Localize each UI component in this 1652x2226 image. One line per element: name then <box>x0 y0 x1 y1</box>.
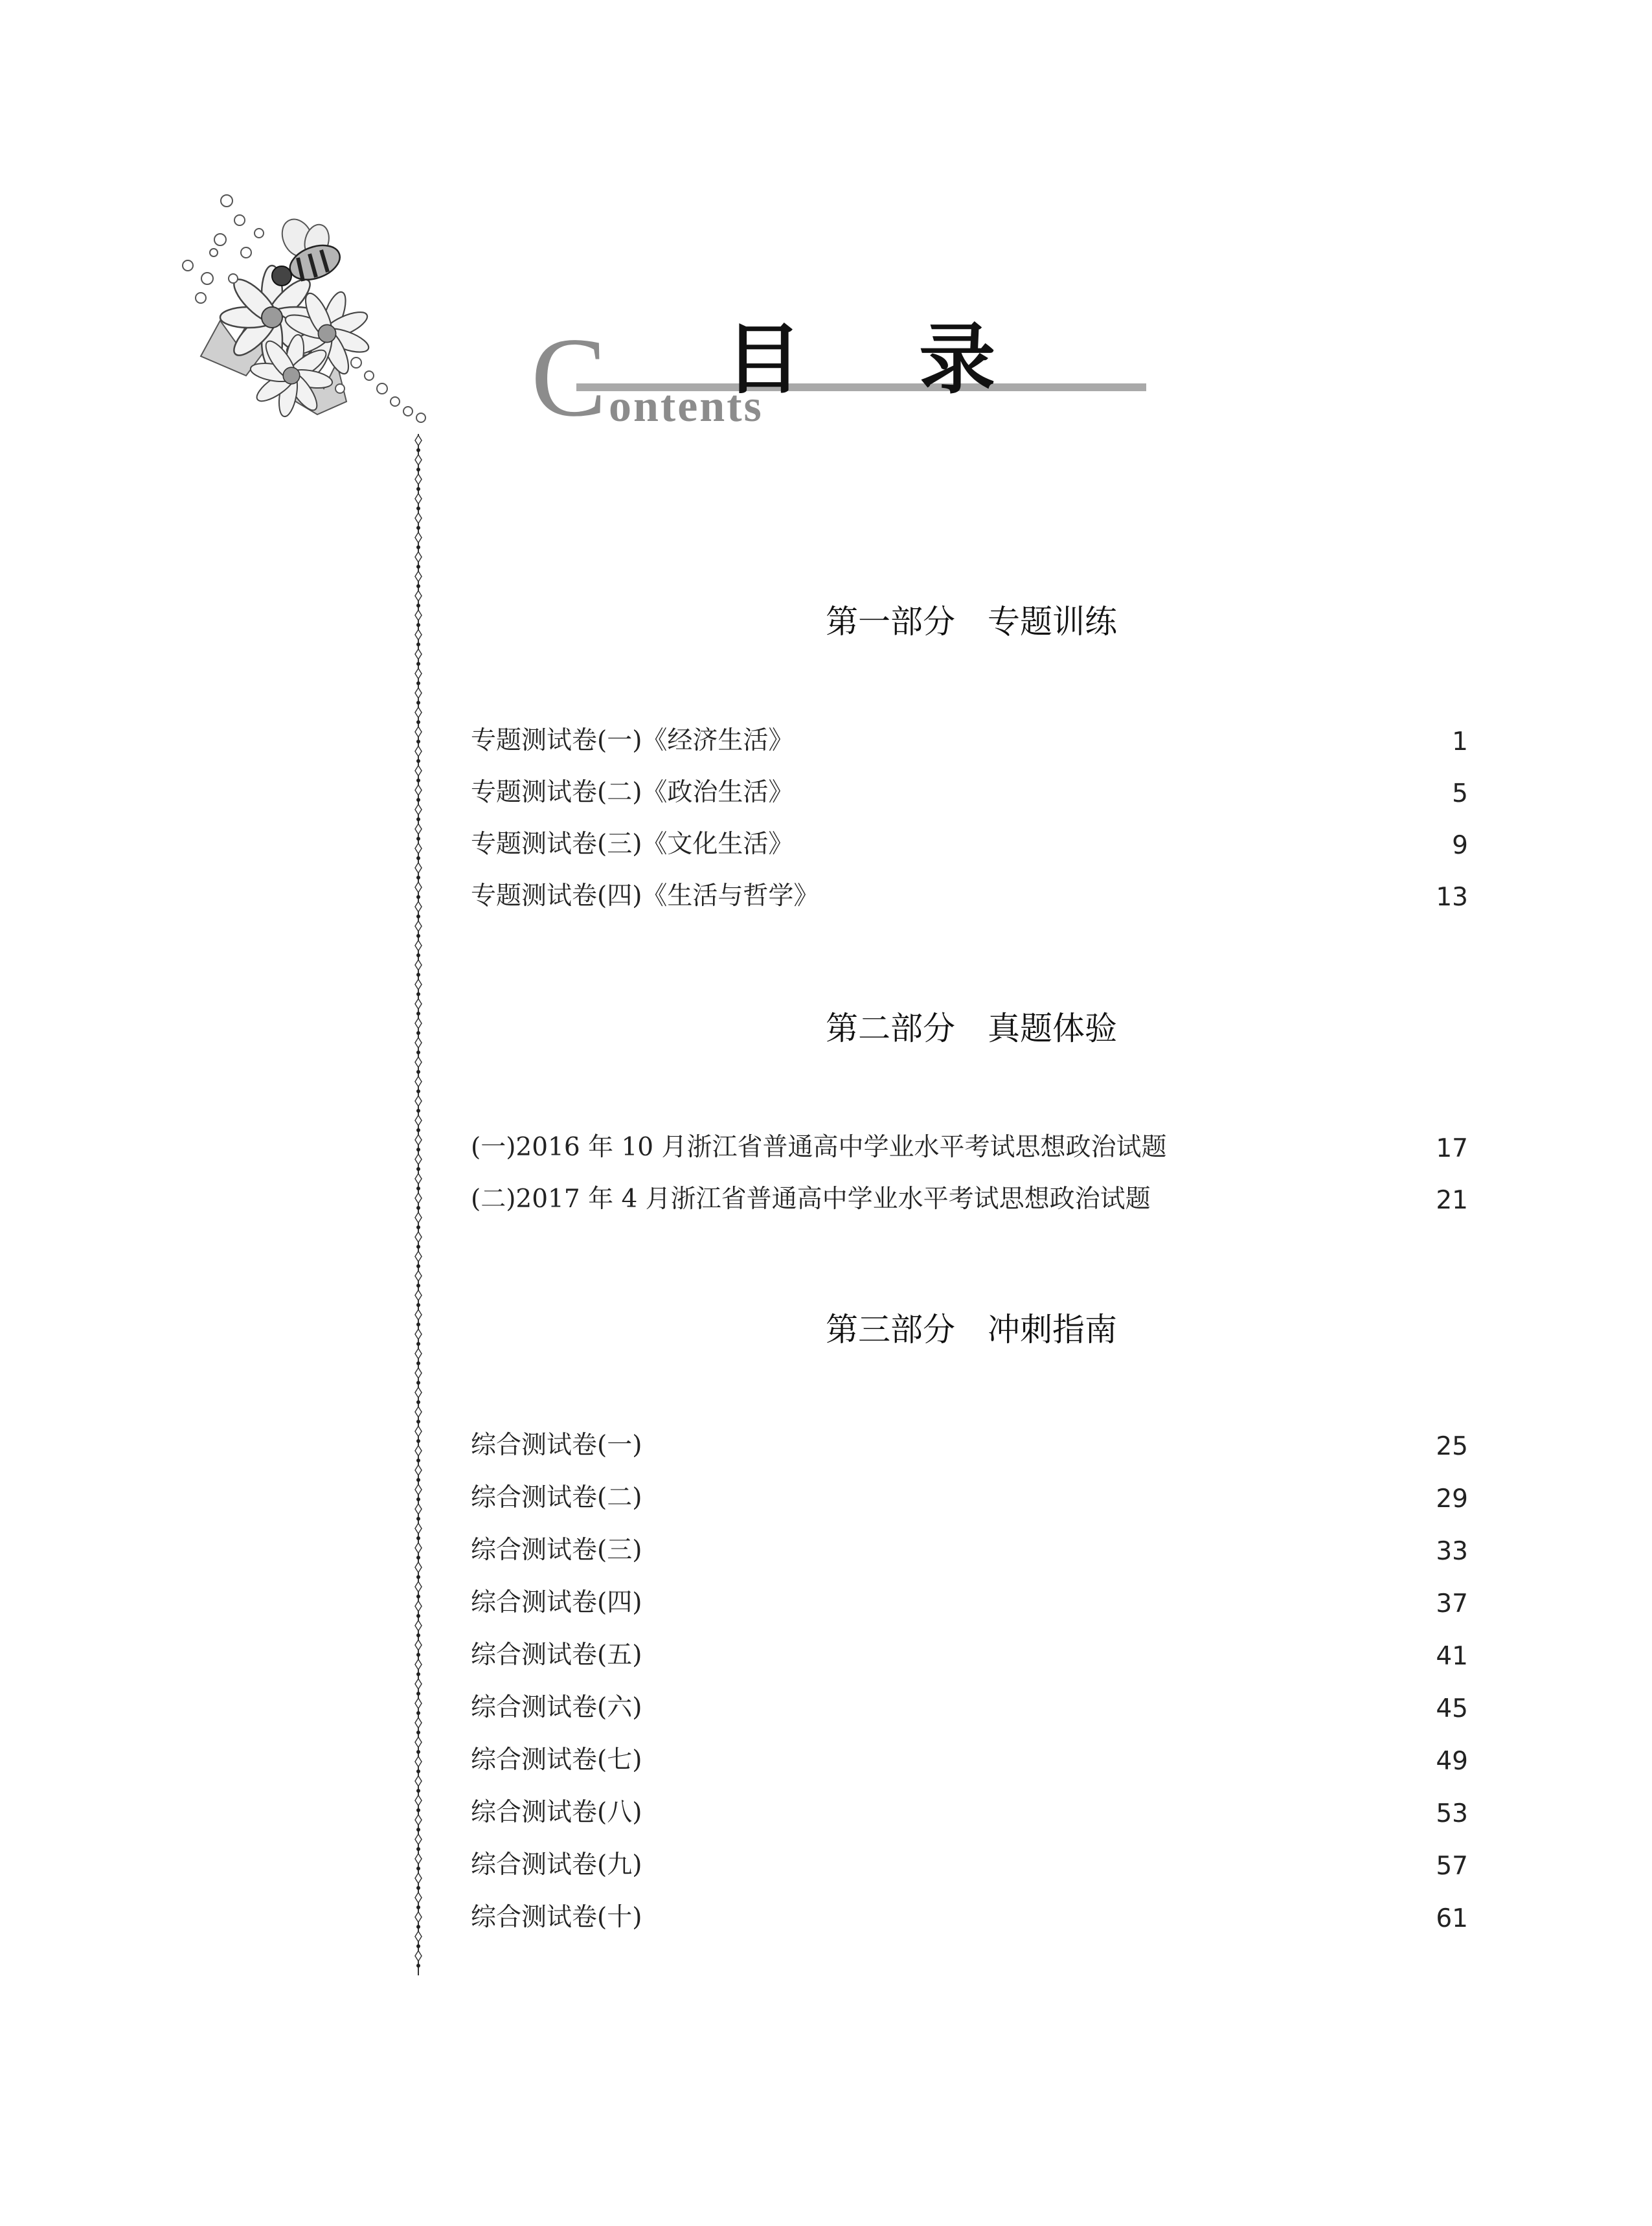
vertical-chain-divider <box>415 434 422 1975</box>
chain-diamond <box>415 1154 422 1164</box>
chain-diamond <box>415 1543 422 1553</box>
chain-dot <box>416 1536 420 1540</box>
chain-diamond <box>415 727 422 737</box>
dot-leader <box>653 1686 1427 1723</box>
chain-diamond <box>415 552 422 562</box>
dot-leader <box>805 823 1433 860</box>
chain-diamond <box>415 1193 422 1203</box>
chain-diamond <box>415 668 422 679</box>
chain-diamond <box>415 1562 422 1573</box>
chain-dot <box>416 545 420 549</box>
chain-diamond <box>415 921 422 931</box>
chain-dot <box>416 1109 420 1113</box>
chain-dot <box>416 448 420 452</box>
chain-dot <box>416 1653 420 1657</box>
chain-dot <box>416 1614 420 1618</box>
chain-diamond <box>415 707 422 718</box>
chain-dot <box>416 1633 420 1637</box>
chain-diamond <box>415 902 422 912</box>
chain-diamond <box>415 999 422 1009</box>
chain-diamond <box>415 1465 422 1475</box>
chain-dot <box>416 1556 420 1560</box>
chain-dot <box>416 1264 420 1268</box>
chain-dot <box>416 1225 420 1229</box>
chain-diamond <box>415 1290 422 1300</box>
contents-title <box>531 285 1153 447</box>
chain-diamond <box>415 1212 422 1223</box>
chain-diamond <box>415 1135 422 1145</box>
chain-dot <box>416 1206 420 1210</box>
title-english: ontents <box>609 381 764 431</box>
toc-entry-page: 29 <box>1436 1484 1468 1514</box>
chain-dot <box>416 1381 420 1385</box>
chain-dot <box>416 604 420 608</box>
chain-dot <box>416 1517 420 1521</box>
chain-dot <box>416 468 420 471</box>
chain-dot <box>416 1750 420 1754</box>
toc-entry-label: 综合测试卷(五) <box>471 1641 642 1670</box>
chain-dot <box>416 526 420 530</box>
toc-entry-page: 5 <box>1452 779 1468 808</box>
toc-entry-page: 57 <box>1436 1852 1468 1881</box>
chain-diamond <box>415 882 422 892</box>
chain-diamond <box>415 1620 422 1631</box>
dot-leader <box>653 1528 1427 1566</box>
chain-dot <box>416 506 420 510</box>
toc-entry-page: 25 <box>1436 1432 1468 1461</box>
chain-dot <box>416 642 420 646</box>
chain-dot <box>416 1497 420 1501</box>
toc-entry-label: (二)2017 年 4 月浙江省普通高中学业水平考试思想政治试题 <box>471 1185 1151 1214</box>
toc-entry-label: 综合测试卷(七) <box>471 1745 642 1775</box>
chain-dot <box>416 487 420 491</box>
dot-leader <box>653 1581 1427 1618</box>
chain-dot <box>416 1187 420 1190</box>
chain-dot <box>416 1964 420 1968</box>
chain-dot <box>416 1828 420 1832</box>
chain-dot <box>416 817 420 821</box>
chain-diamond <box>415 1426 422 1437</box>
chain-dot <box>416 1867 420 1870</box>
chain-dot <box>416 953 420 957</box>
chain-diamond <box>415 1601 422 1611</box>
chain-dot <box>416 1400 420 1404</box>
chain-dot <box>416 1012 420 1016</box>
chain-dot <box>416 1245 420 1249</box>
chain-diamond <box>415 863 422 873</box>
toc-entry-page: 41 <box>1436 1642 1468 1671</box>
chain-diamond <box>415 1096 422 1106</box>
toc-entry[interactable] <box>471 1581 1468 1618</box>
chain-diamond <box>415 1232 422 1242</box>
chain-dot <box>416 1575 420 1579</box>
chain-dot <box>416 759 420 763</box>
chain-dot <box>416 1420 420 1424</box>
chain-diamond <box>415 435 422 446</box>
chain-diamond <box>415 785 422 795</box>
dot-leader <box>653 1843 1427 1881</box>
chain-diamond <box>415 824 422 834</box>
chain-diamond <box>415 1251 422 1262</box>
chain-dot <box>416 1905 420 1909</box>
toc-entry-page: 33 <box>1436 1537 1468 1566</box>
chain-diamond <box>415 1776 422 1786</box>
chain-diamond <box>415 1737 422 1747</box>
chain-diamond <box>415 979 422 990</box>
chain-dot <box>416 1031 420 1035</box>
chain-dot <box>416 1439 420 1443</box>
toc-entry[interactable] <box>471 1843 1468 1881</box>
toc-entry[interactable] <box>471 1126 1468 1163</box>
chain-dot <box>416 1303 420 1307</box>
chain-dot <box>416 1731 420 1734</box>
chain-dot <box>416 1361 420 1365</box>
chain-diamond <box>415 1523 422 1534</box>
chain-diamond <box>415 1951 422 1961</box>
chain-dot <box>416 1051 420 1054</box>
toc-entry-label: 综合测试卷(一) <box>471 1431 642 1460</box>
chain-diamond <box>415 1640 422 1650</box>
chain-diamond <box>415 610 422 620</box>
toc-entry[interactable] <box>471 1791 1468 1828</box>
chain-diamond <box>415 1174 422 1184</box>
part-heading-3: 第三部分 冲刺指南 <box>826 1311 1117 1348</box>
chain-diamond <box>415 1348 422 1359</box>
chain-diamond <box>415 1873 422 1883</box>
chain-dot <box>416 895 420 899</box>
chain-diamond <box>415 1582 422 1592</box>
toc-entry-label: (一)2016 年 10 月浙江省普通高中学业水平考试思想政治试题 <box>471 1133 1167 1162</box>
chain-dot <box>416 623 420 627</box>
toc-entry-page: 9 <box>1452 831 1468 860</box>
chain-diamond <box>415 1018 422 1028</box>
chain-diamond <box>415 455 422 465</box>
chain-diamond <box>415 630 422 640</box>
chain-diamond <box>415 1329 422 1339</box>
chain-dot <box>416 1128 420 1132</box>
chain-diamond <box>415 1387 422 1398</box>
chain-diamond <box>415 843 422 854</box>
dot-leader <box>805 719 1433 756</box>
chain-dot <box>416 1886 420 1890</box>
toc-entry-page: 61 <box>1436 1904 1468 1933</box>
chain-dot <box>416 798 420 802</box>
chain-dot <box>416 1595 420 1598</box>
toc-entry[interactable] <box>471 1896 1468 1933</box>
chain-diamond <box>415 1659 422 1670</box>
toc-entry-page: 13 <box>1436 883 1468 912</box>
toc-entry[interactable] <box>471 1476 1468 1514</box>
bee-icon <box>272 214 345 286</box>
chain-dot <box>416 1769 420 1773</box>
chain-diamond <box>415 649 422 659</box>
chain-dot <box>416 1672 420 1676</box>
chain-diamond <box>415 1718 422 1728</box>
chain-dot <box>416 1459 420 1462</box>
chain-diamond <box>415 532 422 543</box>
chain-diamond <box>415 960 422 970</box>
chain-dot <box>416 1284 420 1288</box>
chain-diamond <box>415 1679 422 1689</box>
toc-entry[interactable] <box>471 823 1468 860</box>
chain-dot <box>416 1847 420 1851</box>
toc-entry-page: 53 <box>1436 1799 1468 1828</box>
chain-diamond <box>415 1698 422 1709</box>
chain-dot <box>416 1789 420 1793</box>
dot-leader <box>1179 1126 1427 1163</box>
chain-diamond <box>415 1912 422 1922</box>
chain-dot <box>416 701 420 705</box>
chain-dot <box>416 740 420 744</box>
chain-diamond <box>415 1854 422 1864</box>
dot-leader <box>653 1633 1427 1671</box>
title-letter-c: C <box>531 314 607 440</box>
toc-entry-label: 专题测试卷(四)《生活与哲学》 <box>471 881 819 911</box>
chain-diamond <box>415 1407 422 1417</box>
chain-diamond <box>415 474 422 484</box>
toc-entry[interactable] <box>471 874 1468 912</box>
chain-dot <box>416 662 420 666</box>
dot-leader <box>653 1738 1427 1776</box>
chain-diamond <box>415 591 422 601</box>
chain-diamond <box>415 1892 422 1903</box>
chain-diamond <box>415 494 422 504</box>
chain-dot <box>416 1148 420 1152</box>
chain-diamond <box>415 1038 422 1048</box>
chain-diamond <box>415 1057 422 1067</box>
chain-diamond <box>415 1756 422 1767</box>
toc-entry-label: 综合测试卷(三) <box>471 1536 642 1565</box>
title-chinese: 目 录 <box>725 314 1041 404</box>
chain-dot <box>416 1944 420 1948</box>
chain-diamond <box>415 1484 422 1495</box>
toc-entry-label: 综合测试卷(四) <box>471 1588 642 1617</box>
chain-diamond <box>415 1931 422 1942</box>
toc-entry-label: 综合测试卷(八) <box>471 1798 642 1827</box>
toc-entry-page: 17 <box>1436 1134 1468 1163</box>
chain-diamond <box>415 1504 422 1514</box>
chain-dot <box>416 720 420 724</box>
chain-diamond <box>415 766 422 776</box>
dot-leader <box>653 1424 1427 1461</box>
chain-dot <box>416 584 420 588</box>
toc-entry[interactable] <box>471 1528 1468 1566</box>
chain-diamond <box>415 1310 422 1320</box>
chain-dot <box>416 1808 420 1812</box>
dot-leader <box>653 1896 1427 1933</box>
chain-diamond <box>415 1815 422 1825</box>
toc-entry[interactable] <box>471 1424 1468 1461</box>
chain-diamond <box>415 1271 422 1281</box>
chain-dot <box>416 1692 420 1696</box>
chain-diamond <box>415 1446 422 1456</box>
chain-dot <box>416 934 420 938</box>
chain-diamond <box>415 1368 422 1378</box>
chain-dot <box>416 856 420 860</box>
chain-diamond <box>415 1115 422 1126</box>
chain-diamond <box>415 1076 422 1087</box>
chain-dot <box>416 1711 420 1715</box>
toc-entry[interactable] <box>471 1738 1468 1776</box>
chain-diamond <box>415 746 422 756</box>
part-heading-1: 第一部分 专题训练 <box>826 603 1117 641</box>
chain-diamond <box>415 571 422 582</box>
toc-entry-label: 专题测试卷(二)《政治生活》 <box>471 778 794 807</box>
chain-dot <box>416 778 420 782</box>
chain-dot <box>416 1323 420 1326</box>
chain-dot <box>416 1070 420 1074</box>
chain-dot <box>416 565 420 569</box>
chain-diamond <box>415 940 422 951</box>
toc-entry-page: 21 <box>1436 1186 1468 1215</box>
chain-dot <box>416 914 420 918</box>
chain-dot <box>416 973 420 977</box>
chain-diamond <box>415 513 422 523</box>
toc-entry[interactable] <box>471 719 1468 756</box>
chain-diamond <box>415 1795 422 1806</box>
toc-entry-label: 综合测试卷(六) <box>471 1693 642 1722</box>
chain-dot <box>416 1167 420 1171</box>
toc-entry-label: 综合测试卷(十) <box>471 1903 642 1932</box>
chain-dot <box>416 992 420 996</box>
part-heading-2: 第二部分 真题体验 <box>826 1010 1117 1047</box>
toc-entry[interactable] <box>471 1686 1468 1723</box>
chain-dot <box>416 837 420 841</box>
chain-dot <box>416 1342 420 1346</box>
toc-entry[interactable] <box>471 1177 1468 1215</box>
toc-entry-page: 1 <box>1452 727 1468 756</box>
dot-leader <box>805 771 1433 808</box>
chain-dot <box>416 681 420 685</box>
toc-entry-page: 37 <box>1436 1589 1468 1618</box>
chain-diamond <box>415 804 422 815</box>
dot-leader <box>1162 1177 1427 1215</box>
toc-entry-page: 49 <box>1436 1747 1468 1776</box>
chain-dot <box>416 1478 420 1482</box>
dot-leader <box>653 1476 1427 1514</box>
flower-bee-decoration <box>175 181 447 1982</box>
toc-entry-label: 专题测试卷(一)《经济生活》 <box>471 726 794 755</box>
chain-diamond <box>415 688 422 698</box>
chain-diamond <box>415 1834 422 1845</box>
toc-entry-label: 专题测试卷(三)《文化生活》 <box>471 830 794 859</box>
chain-dot <box>416 876 420 880</box>
dot-leader <box>830 874 1427 912</box>
chain-dot <box>416 1925 420 1929</box>
toc-entry-page: 45 <box>1436 1694 1468 1723</box>
toc-entry[interactable] <box>471 1633 1468 1671</box>
toc-entry[interactable] <box>471 771 1468 808</box>
toc-entry-label: 综合测试卷(九) <box>471 1850 642 1880</box>
toc-entry-label: 综合测试卷(二) <box>471 1483 642 1512</box>
dot-leader <box>653 1791 1427 1828</box>
chain-dot <box>416 1089 420 1093</box>
